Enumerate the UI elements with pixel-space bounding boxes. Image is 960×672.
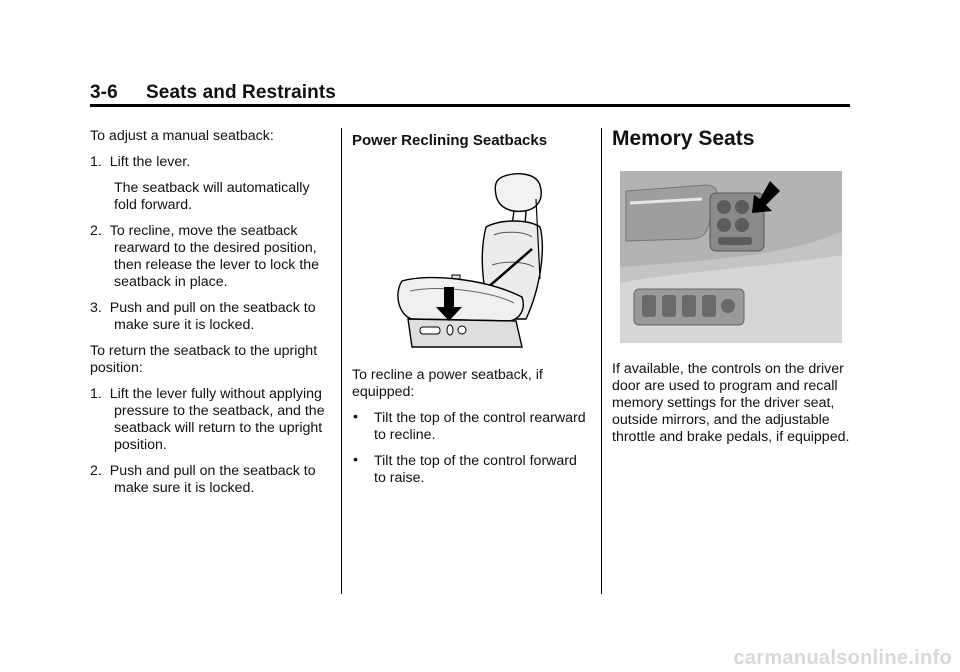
- paragraph: To return the seatback to the upright position:: [90, 343, 318, 376]
- section-heading: Power Reclining Seatbacks: [352, 132, 548, 149]
- list-item: [90, 300, 330, 334]
- section-number: 3-6: [90, 82, 118, 103]
- column-divider: [601, 128, 602, 594]
- column-power-reclining: [352, 128, 592, 496]
- bullet-icon: •: [353, 409, 358, 425]
- list-item: [352, 410, 592, 444]
- step-number: 1.: [90, 154, 102, 170]
- door-controls-photo: [620, 171, 842, 343]
- section-title: Seats and Restraints: [146, 82, 336, 103]
- column-divider: [341, 128, 342, 594]
- paragraph: To adjust a manual seatback:: [90, 128, 274, 144]
- step-text: Push and pull on the seatback to make sure it is locked.: [109, 463, 316, 496]
- step-text: To recline, move the seatback rearward to the desired position, then release the lever to lock the seatback in place.: [109, 223, 320, 290]
- step-text: Lift the lever fully without applying pressure to the seatback, and the seatback will return to the upright position.: [109, 386, 325, 453]
- step-number: 2.: [90, 223, 102, 239]
- header-rule: [90, 104, 850, 107]
- watermark: carmanualsonline.info: [733, 647, 952, 669]
- paragraph: To recline a power seatback, if equipped:: [352, 367, 543, 400]
- bullet-icon: •: [353, 452, 358, 468]
- column-manual-seatback: [90, 128, 330, 506]
- list-item: [90, 463, 330, 497]
- list-item-note: The seatback will automatically fold forward.: [114, 180, 310, 213]
- list-item: [90, 154, 330, 171]
- paragraph: If available, the controls on the driver door are used to program and recall memory settings for the driver seat, outside mirrors, and the adjustable throttle and brake pedals, if equipped.: [612, 361, 850, 445]
- page-title: [90, 82, 850, 104]
- column-memory-seats: [612, 128, 852, 455]
- seat-illustration: [390, 169, 550, 353]
- step-text: Push and pull on the seatback to make sure it is locked.: [109, 300, 316, 333]
- bullet-text: Tilt the top of the control forward to raise.: [374, 453, 577, 486]
- list-item: [90, 223, 330, 291]
- step-text: Lift the lever.: [109, 154, 191, 170]
- page-header: [90, 82, 850, 104]
- section-heading: Memory Seats: [612, 127, 755, 150]
- step-number: 1.: [90, 386, 102, 402]
- step-number: 3.: [90, 300, 102, 316]
- step-number: 2.: [90, 463, 102, 479]
- bullet-text: Tilt the top of the control rearward to recline.: [374, 410, 586, 443]
- list-item: [352, 453, 592, 487]
- list-item: [90, 386, 330, 454]
